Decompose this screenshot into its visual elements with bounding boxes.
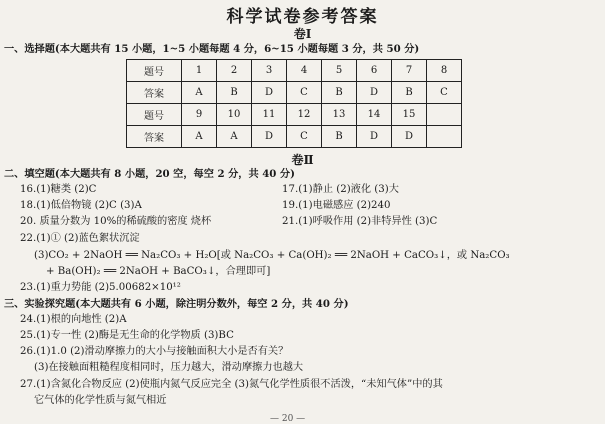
volume-2-heading: 卷Ⅱ [291, 153, 314, 167]
page-title: 科学试卷参考答案 [226, 7, 379, 27]
answer-line: 19.(1)电磁感应 (2)240 [282, 200, 391, 211]
table-cell: 5 [322, 60, 357, 82]
table-cell: 答案 [127, 82, 182, 104]
volume-1-heading: 卷Ⅰ [293, 27, 312, 41]
table-row [127, 82, 462, 104]
table-cell: 11 [252, 104, 287, 126]
answer-line: 它气体的化学性质与氮气相近 [34, 395, 167, 406]
table-cell: 8 [427, 60, 462, 82]
answer-line: 21.(1)呼吸作用 (2)非特异性 (3)C [282, 216, 438, 227]
table-cell: 10 [217, 104, 252, 126]
answer-line: 23.(1)重力势能 (2)5.00682×10¹² [20, 282, 181, 293]
table-cell: 2 [217, 60, 252, 82]
answer-line: 18.(1)低倍物镜 (2)C (3)A [20, 200, 142, 211]
table-cell [427, 104, 462, 126]
table-cell: A [182, 126, 217, 148]
table-cell: B [217, 82, 252, 104]
table-cell: 14 [357, 104, 392, 126]
table-row [127, 104, 462, 126]
answer-line: 20. 质量分数为 10%的稀硫酸的密度 烧杯 [20, 216, 212, 227]
table-cell: 题号 [127, 104, 182, 126]
table-row [127, 60, 462, 82]
answer-line: 25.(1)专一性 (2)酶是无生命的化学物质 (3)BC [20, 330, 234, 341]
answer-line: 24.(1)根的向地性 (2)A [20, 314, 127, 325]
table-cell [427, 126, 462, 148]
table-row [127, 126, 462, 148]
table-cell: A [217, 126, 252, 148]
table-cell: C [287, 82, 322, 104]
table-cell: D [357, 126, 392, 148]
answer-line: 26.(1)1.0 (2)滑动摩擦力的大小与接触面积大小是否有关？ [20, 346, 289, 357]
table-cell: 15 [392, 104, 427, 126]
table-cell: D [252, 82, 287, 104]
answer-table [126, 59, 462, 148]
table-cell: 9 [182, 104, 217, 126]
table-cell: 13 [322, 104, 357, 126]
table-cell: C [287, 126, 322, 148]
table-cell: 3 [252, 60, 287, 82]
section-1-heading: 一、选择题(本大题共有 15 小题，1~5 小题每题 4 分，6~15 小题每题 3 分，共 50 分) [4, 43, 420, 55]
table-cell: 答案 [127, 126, 182, 148]
answer-line: 22.(1)① (2)蓝色絮状沉淀 [20, 233, 140, 244]
table-cell: 题号 [127, 60, 182, 82]
answer-line: 27.(1)含氮化合物反应 (2)使瓶内氮气反应完全 (3)氮气化学性质很不活泼，“未知气体”中的其 [20, 379, 443, 390]
table-cell: D [357, 82, 392, 104]
answer-line: (3)在接触面粗糙程度相同时，压力越大，滑动摩擦力也越大 [34, 362, 304, 373]
answer-line: + Ba(OH)₂ ══ 2NaOH + BaCO₃↓，合理即可] [46, 266, 271, 277]
answer-line: 16.(1)糖类 (2)C [20, 184, 97, 195]
table-cell: D [392, 126, 427, 148]
answer-line: (3)CO₂ + 2NaOH ══ Na₂CO₃ + H₂O[或 Na₂CO₃ + Ca(OH)₂ ══ 2NaOH + CaCO₃↓，或 Na₂CO₃ [34, 250, 510, 261]
section-3-heading: 三、实验探究题(本大题共有 6 小题，除注明分数外，每空 2 分，共 40 分) [4, 298, 349, 310]
page-number: — 20 — [270, 414, 306, 424]
table-cell: C [427, 82, 462, 104]
table-cell: B [322, 82, 357, 104]
answer-line: 17.(1)静止 (2)液化 (3)大 [282, 184, 399, 195]
table-cell: D [252, 126, 287, 148]
table-cell: 12 [287, 104, 322, 126]
table-cell: B [392, 82, 427, 104]
table-cell: A [182, 82, 217, 104]
table-cell: B [322, 126, 357, 148]
table-cell: 7 [392, 60, 427, 82]
table-cell: 6 [357, 60, 392, 82]
table-cell: 4 [287, 60, 322, 82]
section-2-heading: 二、填空题(本大题共有 8 小题，20 空，每空 2 分，共 40 分) [4, 168, 295, 180]
table-cell: 1 [182, 60, 217, 82]
